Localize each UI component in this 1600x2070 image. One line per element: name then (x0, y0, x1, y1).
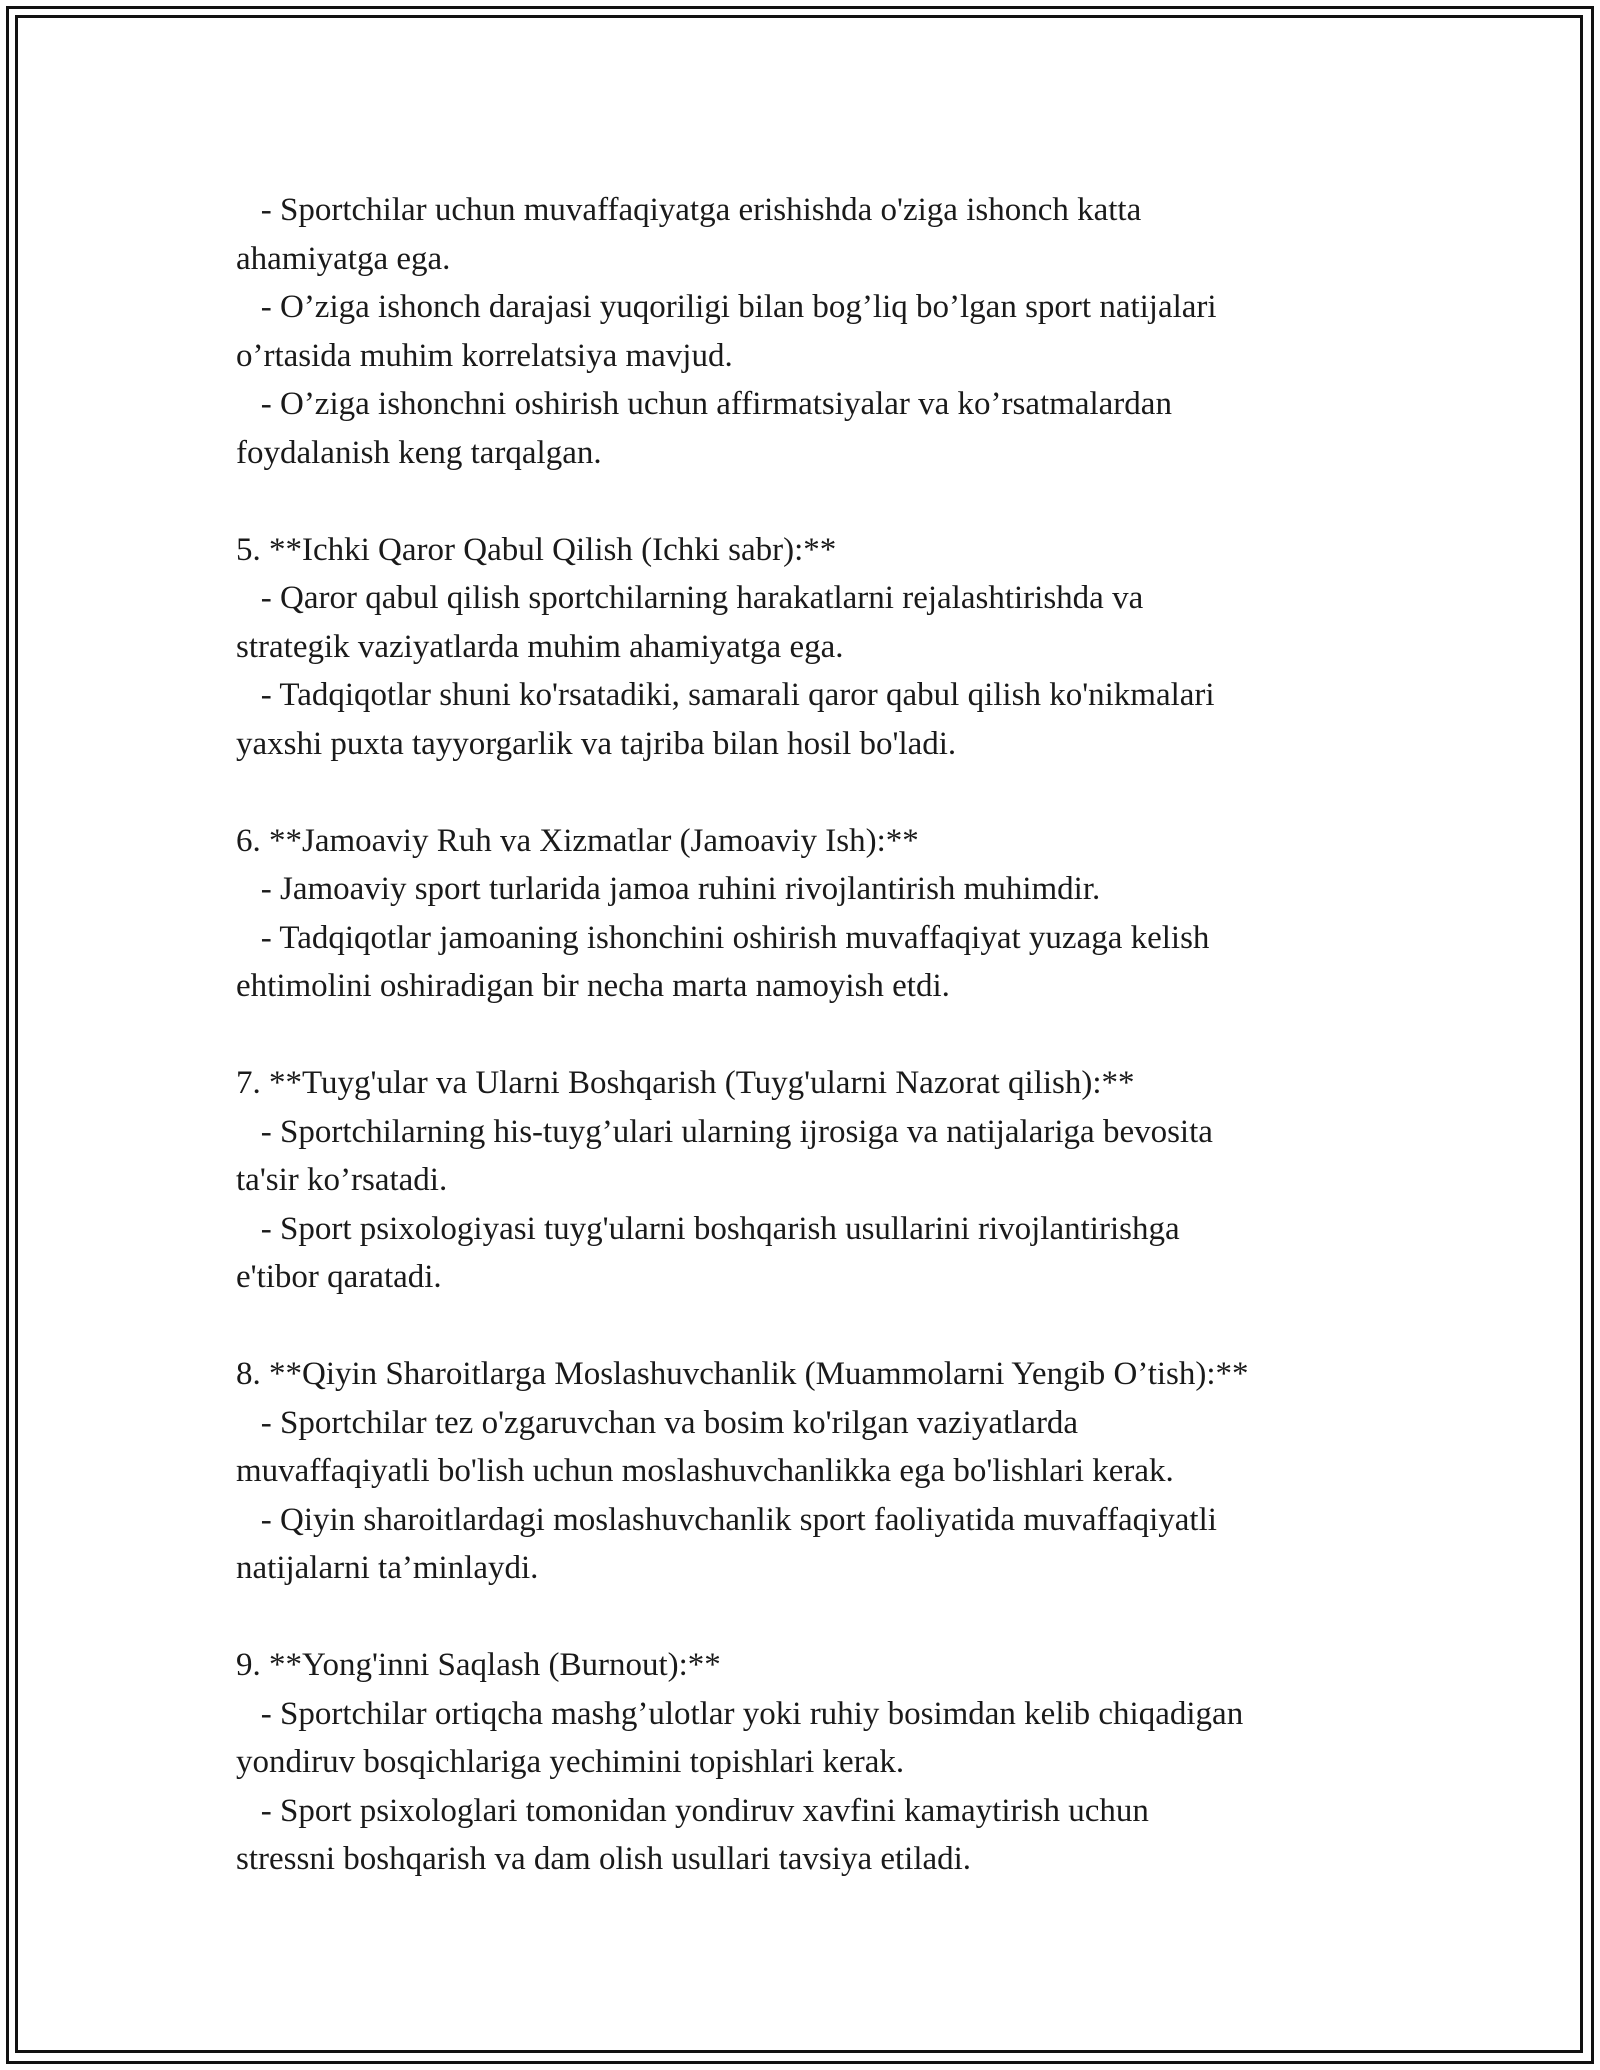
section-gap (236, 1593, 1416, 1642)
section-9 (236, 1641, 1416, 1884)
bullet-line: - Tadqiqotlar jamoaning ishonchini oshirish muvaffaqiyat yuzaga kelish (236, 919, 1210, 956)
bullet-line-continuation: muvaffaqiyatli bo'lish uchun moslashuvchanlikka ega bo'lishlari kerak. (236, 1453, 1174, 1489)
bullet-line: - Sport psixologlari tomonidan yondiruv xavfini kamaytirish uchun (236, 1792, 1149, 1829)
bullet-line-continuation: foydalanish keng tarqalgan. (236, 434, 602, 471)
section-heading: 8. **Qiyin Sharoitlarga Moslashuvchanlik (Muammolarni Yengib O’tish):** (236, 1356, 1249, 1392)
bullet-line: - Qaror qabul qilish sportchilarning harakatlarni rejalashtirishda va (236, 580, 1144, 616)
bullet-line-continuation: stressni boshqarish va dam olish usullari tavsiya etiladi. (236, 1841, 972, 1877)
section-7 (236, 1059, 1416, 1302)
intro-bullets (236, 186, 1416, 477)
bullet-line: - Sportchilar tez o'zgaruvchan va bosim ko'rilgan vaziyatlarda (236, 1404, 1079, 1441)
bullet-line: - O’ziga ishonch darajasi yuqoriligi bilan bog’liq bo’lgan sport natijalari (236, 289, 1217, 325)
bullet-line: - O’ziga ishonchni oshirish uchun affirmatsiyalar va ko’rsatmalardan (236, 386, 1172, 422)
bullet-line: - Sportchilarning his-tuyg’ulari ularning ijrosiga va natijalariga bevosita (236, 1113, 1213, 1150)
bullet-line: - Jamoaviy sport turlarida jamoa ruhini rivojlantirish muhimdir. (236, 871, 1101, 907)
document-body (236, 186, 1416, 1884)
bullet-line-continuation: yondiruv bosqichlariga yechimini topishlari kerak. (236, 1744, 905, 1780)
bullet-line-continuation: ta'sir ko’rsatadi. (236, 1162, 448, 1198)
section-5 (236, 526, 1416, 769)
bullet-line-continuation: yaxshi puxta tayyorgarlik va tajriba bilan hosil bo'ladi. (236, 725, 957, 762)
section-gap (236, 768, 1416, 817)
section-heading: 7. **Tuyg'ular va Ularni Boshqarish (Tuyg'ularni Nazorat qilish):** (236, 1065, 1135, 1101)
section-gap (236, 1302, 1416, 1351)
section-8 (236, 1350, 1416, 1593)
section-gap (236, 1011, 1416, 1060)
bullet-line-continuation: ehtimolini oshiradigan bir necha marta namoyish etdi. (236, 968, 950, 1004)
bullet-line: - Sportchilar uchun muvaffaqiyatga erishishda o'ziga ishonch katta (236, 192, 1142, 228)
section-gap (236, 477, 1416, 526)
bullet-line-continuation: strategik vaziyatlarda muhim ahamiyatga ega. (236, 628, 844, 665)
bullet-line: - Sport psixologiyasi tuyg'ularni boshqarish usullarini rivojlantirishga (236, 1210, 1180, 1247)
bullet-line: - Sportchilar ortiqcha mashg’ulotlar yoki ruhiy bosimdan kelib chiqadigan (236, 1695, 1244, 1732)
section-heading: 6. **Jamoaviy Ruh va Xizmatlar (Jamoaviy Ish):** (236, 822, 919, 859)
section-heading: 9. **Yong'inni Saqlash (Burnout):** (236, 1647, 721, 1683)
section-6 (236, 817, 1416, 1011)
bullet-line: - Tadqiqotlar shuni ko'rsatadiki, samarali qaror qabul qilish ko'nikmalari (236, 677, 1215, 713)
section-heading: 5. **Ichki Qaror Qabul Qilish (Ichki sabr):** (236, 531, 837, 568)
bullet-line-continuation: o’rtasida muhim korrelatsiya mavjud. (236, 337, 733, 374)
bullet-line-continuation: natijalarni ta’minlaydi. (236, 1550, 539, 1586)
bullet-line-continuation: e'tibor qaratadi. (236, 1259, 442, 1295)
bullet-line: - Qiyin sharoitlardagi moslashuvchanlik sport faoliyatida muvaffaqiyatli (236, 1501, 1217, 1538)
bullet-line-continuation: ahamiyatga ega. (236, 240, 451, 277)
